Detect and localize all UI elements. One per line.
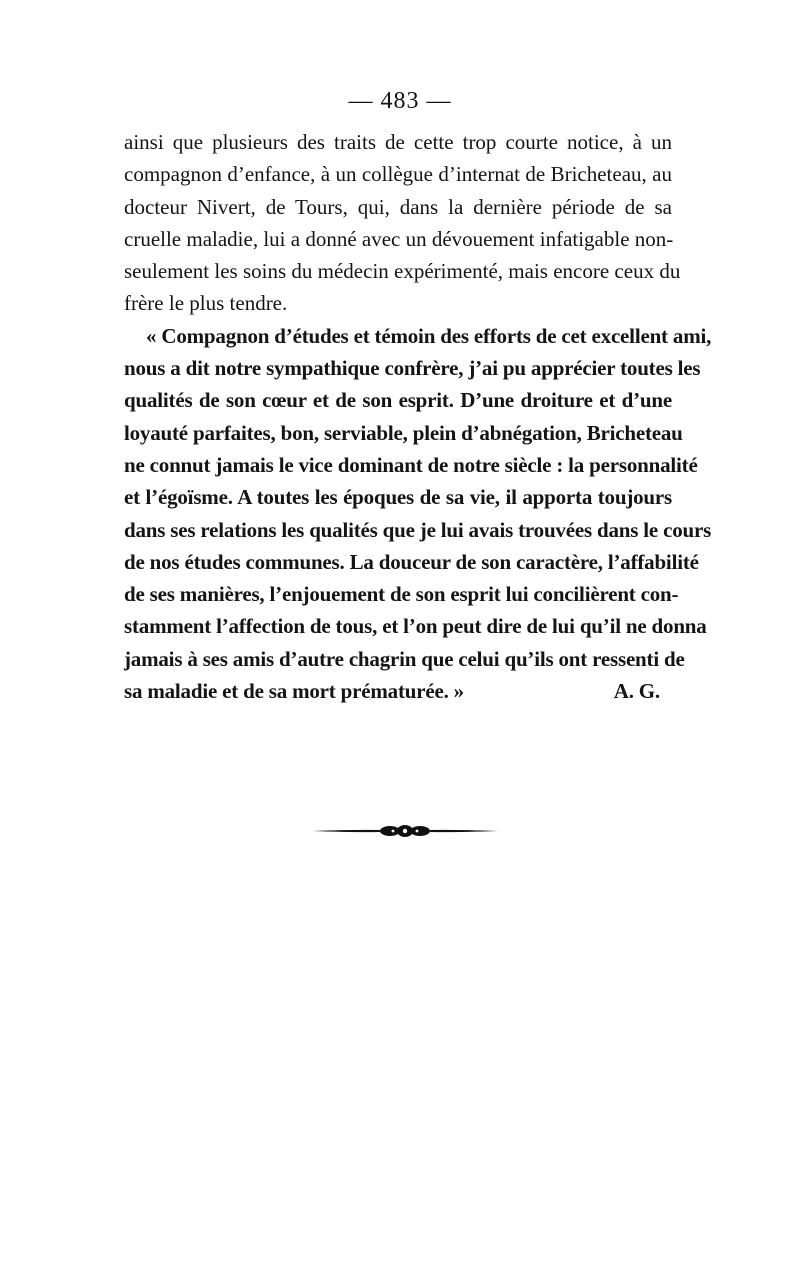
text-line: « Compagnon d’études et témoin des efforts de cet excellent ami, bbox=[146, 323, 712, 348]
text-line: cruelle maladie, lui a donné avec un dévouement infatigable non- bbox=[124, 226, 674, 251]
closing-line bbox=[124, 675, 672, 707]
text-line: ainsi que plusieurs des traits de cette trop courte notice, à un bbox=[124, 130, 672, 154]
text-line: stamment l’affection de tous, et l’on peut dire de lui qu’il ne donna bbox=[124, 614, 707, 639]
author-signature: A. G. bbox=[613, 679, 660, 704]
text-line: compagnon d’enfance, à un collègue d’internat de Bricheteau, au bbox=[124, 162, 672, 187]
text-line: jamais à ses amis d’autre chagrin que celui qu’ils ont ressenti de bbox=[124, 646, 685, 671]
text-line: ne connut jamais le vice dominant de notre siècle : la personnalité bbox=[124, 452, 698, 477]
page-number: — 483 — bbox=[348, 88, 452, 114]
text-line: loyauté parfaites, bon, serviable, plein d’abnégation, Bricheteau bbox=[124, 420, 683, 445]
text-line: frère le plus tendre. bbox=[124, 291, 288, 316]
text-line: docteur Nivert, de Tours, qui, dans la dernière période de sa bbox=[124, 194, 672, 219]
text-line: qualités de son cœur et de son esprit. D’une droiture et d’une bbox=[124, 388, 672, 413]
text-line: seulement les soins du médecin expérimenté, mais encore ceux du bbox=[124, 259, 681, 284]
text-line: sa maladie et de sa mort prématurée. » bbox=[124, 679, 464, 704]
paragraph-notice bbox=[124, 126, 681, 320]
text-line: de ses manières, l’enjouement de son esprit lui concilièrent con- bbox=[124, 582, 679, 607]
text-line: de nos études communes. La douceur de son caractère, l’affabilité bbox=[124, 549, 699, 574]
text-line: dans ses relations les qualités que je lui avais trouvées dans le cours bbox=[124, 517, 712, 542]
decorative-rule-icon bbox=[310, 822, 500, 840]
text-line: nous a dit notre sympathique confrère, j’ai pu apprécier toutes les bbox=[124, 356, 701, 381]
paragraph-quote bbox=[124, 320, 712, 708]
text-line: et l’égoïsme. A toutes les époques de sa vie, il apporta toujours bbox=[124, 485, 672, 510]
text-block bbox=[124, 126, 712, 707]
